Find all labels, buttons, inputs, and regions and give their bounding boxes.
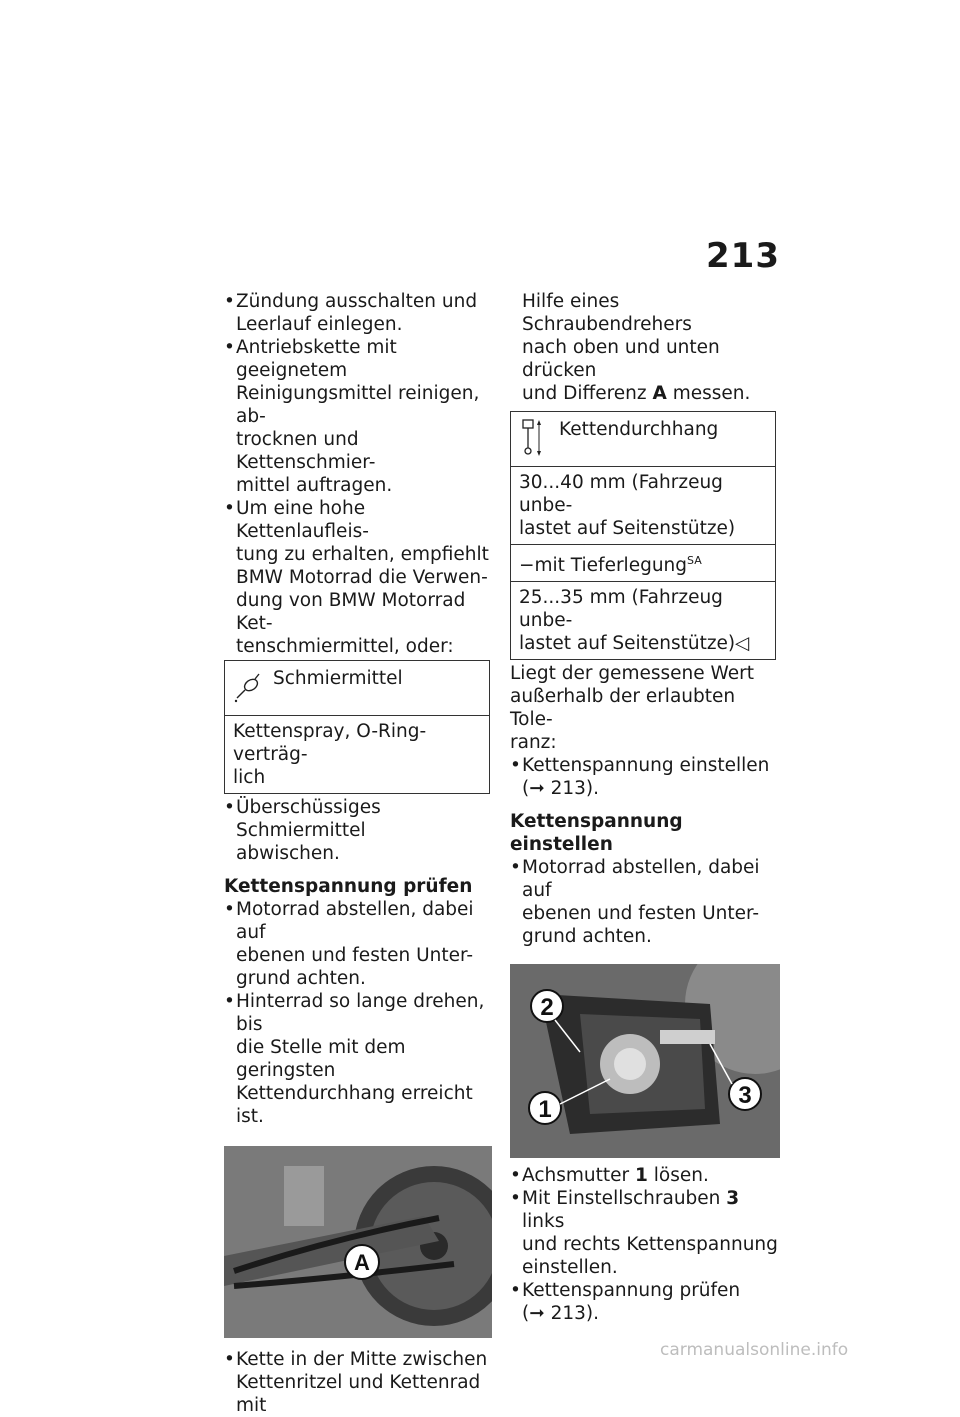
spec-option: −mit Tieferlegung$^{SA}$ <box>511 545 775 582</box>
photo-label-2: 2 <box>540 994 554 1022</box>
arrow-right-icon: ➞ <box>529 1303 545 1325</box>
section-heading: Kettenspannung einstellen <box>510 811 683 856</box>
list-item: • Hinterrad so lange drehen, bis die Stelle mit dem geringsten Kettendurchhang erreicht ist. <box>224 990 492 1128</box>
spec-value: Kettenspray, O-Ring-verträg- lich <box>233 721 427 788</box>
arrow-right-icon: ➞ <box>529 778 545 800</box>
list-item: • Mit Einstellschrauben 3 links und rechts Kettenspannung einstellen. <box>510 1187 778 1279</box>
watermark: carmanualsonline.info <box>660 1340 849 1360</box>
left-column <box>224 290 492 1417</box>
spec-value: 30...40 mm (Fahrzeug unbe- lastet auf Seitenstütze) <box>511 467 775 545</box>
list-item: • Um eine hohe Kettenlaufleis- tung zu erhalten, empfiehlt BMW Motorrad die Verwen- dung von BMW Motorrad Ket- tenschmiermittel, oder: <box>224 497 492 658</box>
photo-label-3: 3 <box>738 1082 752 1110</box>
continued-text: Hilfe eines Schraubendrehers nach oben und unten drücken und Differenz A messen. <box>522 291 751 404</box>
chain-slack-icon <box>519 418 545 458</box>
list-item: • Kettenspannung einstellen (➞ 213). <box>510 754 778 800</box>
section-heading: Kettenspannung prüfen <box>224 876 473 897</box>
chain-photo <box>224 1146 492 1338</box>
list-item: • Kette in der Mitte zwischen Kettenritzel und Kettenrad mit <box>224 1348 492 1417</box>
list-item: • Antriebskette mit geeignetem Reinigungsmittel reinigen, ab- trocknen und Kettenschmier- mittel auftragen. <box>224 336 492 497</box>
right-column <box>510 290 778 1325</box>
page-reference-link[interactable]: (➞ 213). <box>522 778 600 800</box>
lubricant-spec-box <box>224 660 490 794</box>
list-item: • Zündung ausschalten und Leerlauf einlegen. <box>224 290 492 336</box>
paragraph: Liegt der gemessene Wert außerhalb der erlaubten Tole- ranz: <box>510 663 754 754</box>
spec-title: Kettendurchhang <box>559 419 719 440</box>
chain-slack-spec-box <box>510 411 776 660</box>
photo-label-1: 1 <box>538 1096 552 1124</box>
axle-photo <box>510 964 780 1158</box>
spec-value-option: 25...35 mm (Fahrzeug unbe- lastet auf Seitenstütze)◁ <box>519 587 750 655</box>
list-item: • Überschüssiges Schmiermittel abwischen. <box>224 796 492 865</box>
list-item: • Motorrad abstellen, dabei auf ebenen und festen Unter- grund achten. <box>224 898 492 990</box>
page-number: 213 <box>706 236 780 276</box>
list-item: • Kettenspannung prüfen (➞ 213). <box>510 1279 778 1325</box>
page-reference-link[interactable]: (➞ 213). <box>522 1303 600 1325</box>
list-item: • Achsmutter 1 lösen. <box>510 1164 778 1187</box>
spec-title: Schmiermittel <box>273 668 403 689</box>
photo-label-a: A <box>354 1250 370 1275</box>
oil-can-icon <box>233 671 263 703</box>
list-item: • Motorrad abstellen, dabei auf ebenen und festen Unter- grund achten. <box>510 856 778 948</box>
